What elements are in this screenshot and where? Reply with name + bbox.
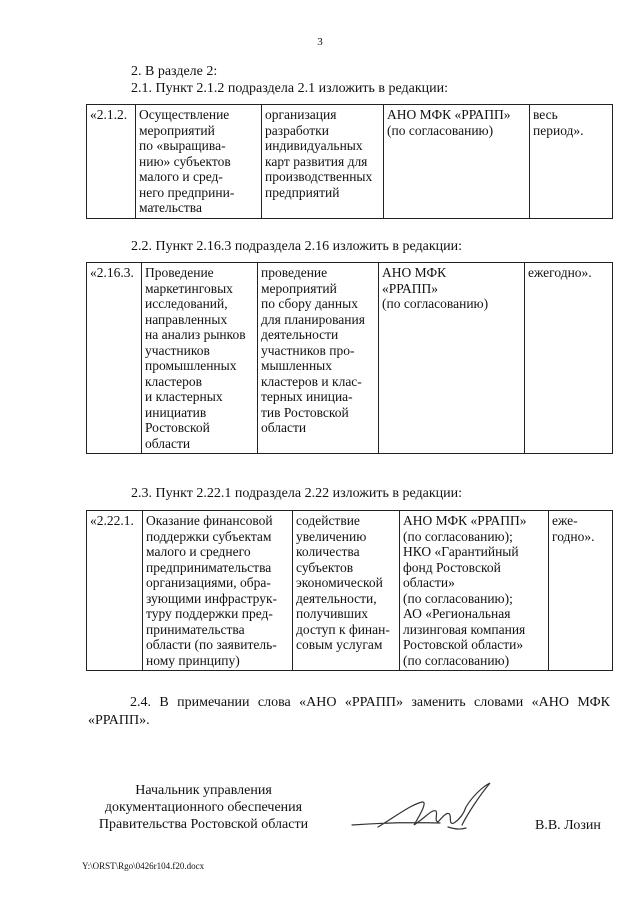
term-cell: ежегодно».: [525, 263, 613, 454]
measure-cell: Проведение маркетинговых исследований, направленных на анализ рынков участников промышленных кластеров и кластерных инициатив Ростовской области: [142, 263, 258, 454]
position-line: Начальник управления: [135, 783, 272, 798]
table-row: [87, 263, 613, 454]
term-cell: весь период».: [530, 105, 613, 219]
item-number-cell: «2.22.1.: [87, 511, 143, 671]
content-cell: содействие увеличению количества субъектов экономической деятельности, получивших доступ к финан- совым услугам: [293, 511, 400, 671]
executor-cell: АНО МФК «РРАПП» (по согласованию): [384, 105, 530, 219]
item-number-cell: «2.1.2.: [87, 105, 136, 219]
table-row: [87, 105, 613, 219]
item-number-cell: «2.16.3.: [87, 263, 142, 454]
handwritten-signature-icon: [350, 775, 510, 845]
file-path: Y:\ORST\Rgo\0426r104.f20.docx: [82, 861, 205, 871]
table-row: [87, 511, 613, 671]
position-line: Правительства Ростовской области: [98, 817, 309, 832]
position-line: документационного обеспечения: [104, 800, 303, 815]
paragraph-2-4-line-2: «РРАПП».: [88, 712, 150, 728]
item-2-1-heading: 2.1. Пункт 2.1.2 подраздела 2.1 изложить в редакции:: [131, 81, 449, 96]
table-2-22-1: [86, 510, 613, 671]
term-cell: еже- годно».: [549, 511, 613, 671]
executor-cell: АНО МФК «РРАПП» (по согласованию): [379, 263, 525, 454]
paragraph-2-4: [88, 694, 610, 729]
signatory-name: В.В. Лозин: [535, 818, 601, 833]
content-cell: проведение мероприятий по сбору данных для планирования деятельности участников про- мышленных кластеров и клас- терных инициа- тив Ростовской области: [258, 263, 379, 454]
paragraph-2-4-line-1: 2.4. В примечании слова «АНО «РРАПП» заменить словами «АНО МФК: [130, 695, 610, 710]
table-2-1-2: [86, 104, 613, 219]
measure-cell: Осуществление мероприятий по «выращива- нию» субъектов малого и сред- него предприни- мательства: [136, 105, 262, 219]
item-2-3-heading: 2.3. Пункт 2.22.1 подраздела 2.22 изложить в редакции:: [131, 486, 463, 501]
executor-cell: АНО МФК «РРАПП» (по согласованию); НКО «Гарантийный фонд Ростовской области» (по согласованию); АО «Региональная лизинговая компания Ростовской области» (по согласованию): [400, 511, 549, 671]
signatory-position: [86, 782, 321, 833]
item-2-2-heading: 2.2. Пункт 2.16.3 подраздела 2.16 изложить в редакции:: [131, 239, 463, 254]
content-cell: организация разработки индивидуальных карт развития для производственных предприятий: [262, 105, 384, 219]
measure-cell: Оказание финансовой поддержки субъектам малого и среднего предпринимательства организациями, обра- зующими инфраструк- туру поддержки пред- принимательства области (по заявитель- ному принципу): [143, 511, 293, 671]
table-2-16-3: [86, 262, 613, 454]
section-heading: 2. В разделе 2:: [131, 64, 218, 79]
page-number: 3: [317, 36, 323, 48]
